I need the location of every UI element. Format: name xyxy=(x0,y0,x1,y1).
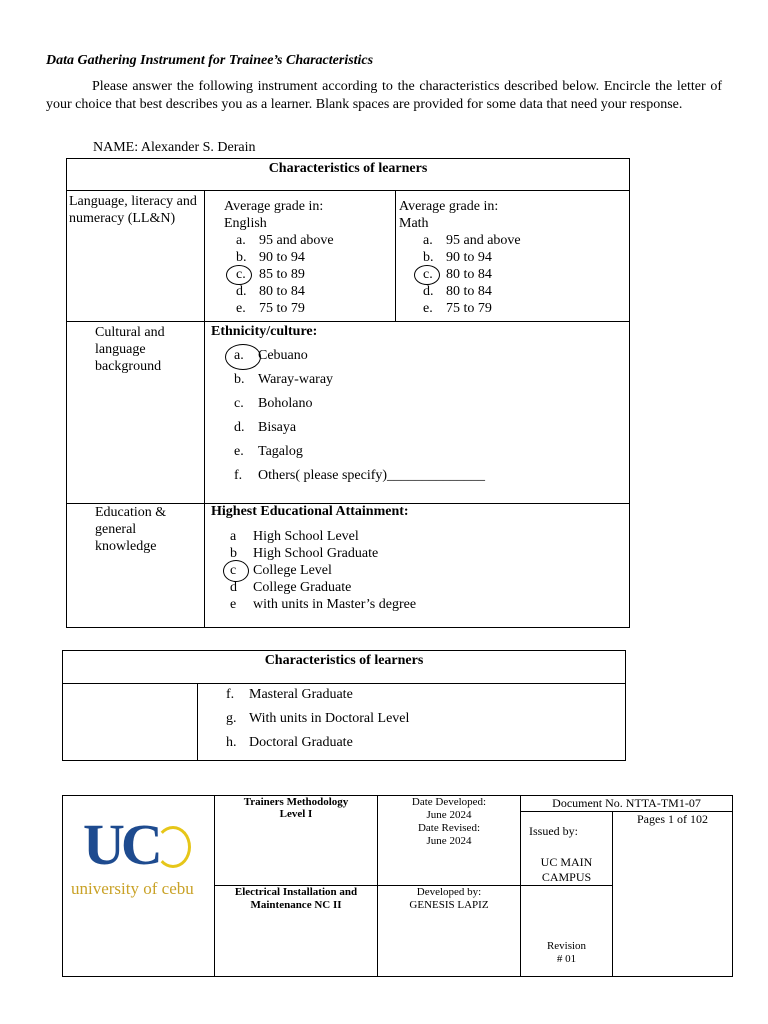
math-subject: Math xyxy=(399,216,429,231)
list-item[interactable]: d. 80 to 84 xyxy=(236,284,305,299)
document-number: Document No. NTTA-TM1-07 xyxy=(521,796,733,812)
document-title: Data Gathering Instrument for Trainee’s Characteristics xyxy=(46,53,374,68)
date-cell: Date Developed: June 2024 Date Revised: June 2024 xyxy=(378,796,521,886)
english-cell xyxy=(205,191,396,322)
course-cell: Trainers Methodology Level I xyxy=(215,796,378,886)
empty-label-cell xyxy=(63,684,198,761)
logo-arc-icon xyxy=(155,826,191,868)
list-item[interactable]: b. 90 to 94 xyxy=(423,250,492,265)
lln-label: Language, literacy and numeracy (LL&N) xyxy=(69,194,197,226)
education-heading: Highest Educational Attainment: xyxy=(211,504,409,519)
list-item[interactable]: c. 80 to 84 xyxy=(423,266,498,283)
table-header: Characteristics of learners xyxy=(67,159,630,191)
selection-circle xyxy=(225,344,261,370)
table-header: Characteristics of learners xyxy=(63,651,626,684)
issued-by-cell: Issued by: UC MAIN CAMPUS xyxy=(521,812,613,886)
education-label-cell xyxy=(67,504,205,628)
english-heading: Average grade in: xyxy=(224,199,324,214)
revision-cell: Revision # 01 xyxy=(521,886,613,977)
qualification-cell: Electrical Installation and Maintenance NC II xyxy=(215,886,378,977)
english-subject: English xyxy=(224,216,267,231)
culture-label-cell xyxy=(67,322,205,504)
continued-options-cell: f. Masteral Graduate g. With units in Doctoral Level h. Doctoral Graduate xyxy=(198,684,626,761)
logo-cell xyxy=(63,796,215,977)
education-cell: Highest Educational Attainment: a High School Level b High School Graduate c College Level d College Graduate e with units in Master’s degree xyxy=(205,504,630,628)
characteristics-table-continued xyxy=(62,650,626,761)
list-item[interactable]: c. 85 to 89 xyxy=(236,266,323,283)
developed-by-cell: Developed by: GENESIS LAPIZ xyxy=(378,886,521,977)
list-item[interactable]: e. 75 to 79 xyxy=(423,301,492,316)
instructions: Please answer the following instrument according to the characteristics described below. Encircle the letter of your choice that best describes you as a learner. Blank spaces are provided for some data that need your response. xyxy=(46,79,722,112)
selection-circle xyxy=(414,265,440,285)
name-field: NAME: Alexander S. Derain xyxy=(93,140,256,155)
characteristics-table xyxy=(66,158,630,628)
selection-circle xyxy=(226,265,252,285)
list-item[interactable]: e. 75 to 79 xyxy=(236,301,305,316)
culture-cell: Ethnicity/culture: a. Cebuano b. Waray-waray c. Boholano d. Bisaya e. Tagalog f. Others( please specify)______________ xyxy=(205,322,630,504)
university-logo: UC university of cebu xyxy=(71,812,194,898)
pages-cell: Pages 1 of 102 xyxy=(613,812,733,977)
math-cell xyxy=(396,191,630,322)
document-footer xyxy=(62,795,733,977)
list-item[interactable]: a. 95 and above xyxy=(423,233,521,248)
math-heading: Average grade in: xyxy=(399,199,499,214)
list-item[interactable]: d. 80 to 84 xyxy=(423,284,492,299)
culture-heading: Ethnicity/culture: xyxy=(211,324,318,339)
education-label: Education & general knowledge xyxy=(95,505,167,554)
list-item[interactable]: b. 90 to 94 xyxy=(236,250,305,265)
list-item[interactable]: a. 95 and above xyxy=(236,233,334,248)
lln-label-cell xyxy=(67,191,205,322)
culture-label: Cultural and language background xyxy=(95,325,165,374)
